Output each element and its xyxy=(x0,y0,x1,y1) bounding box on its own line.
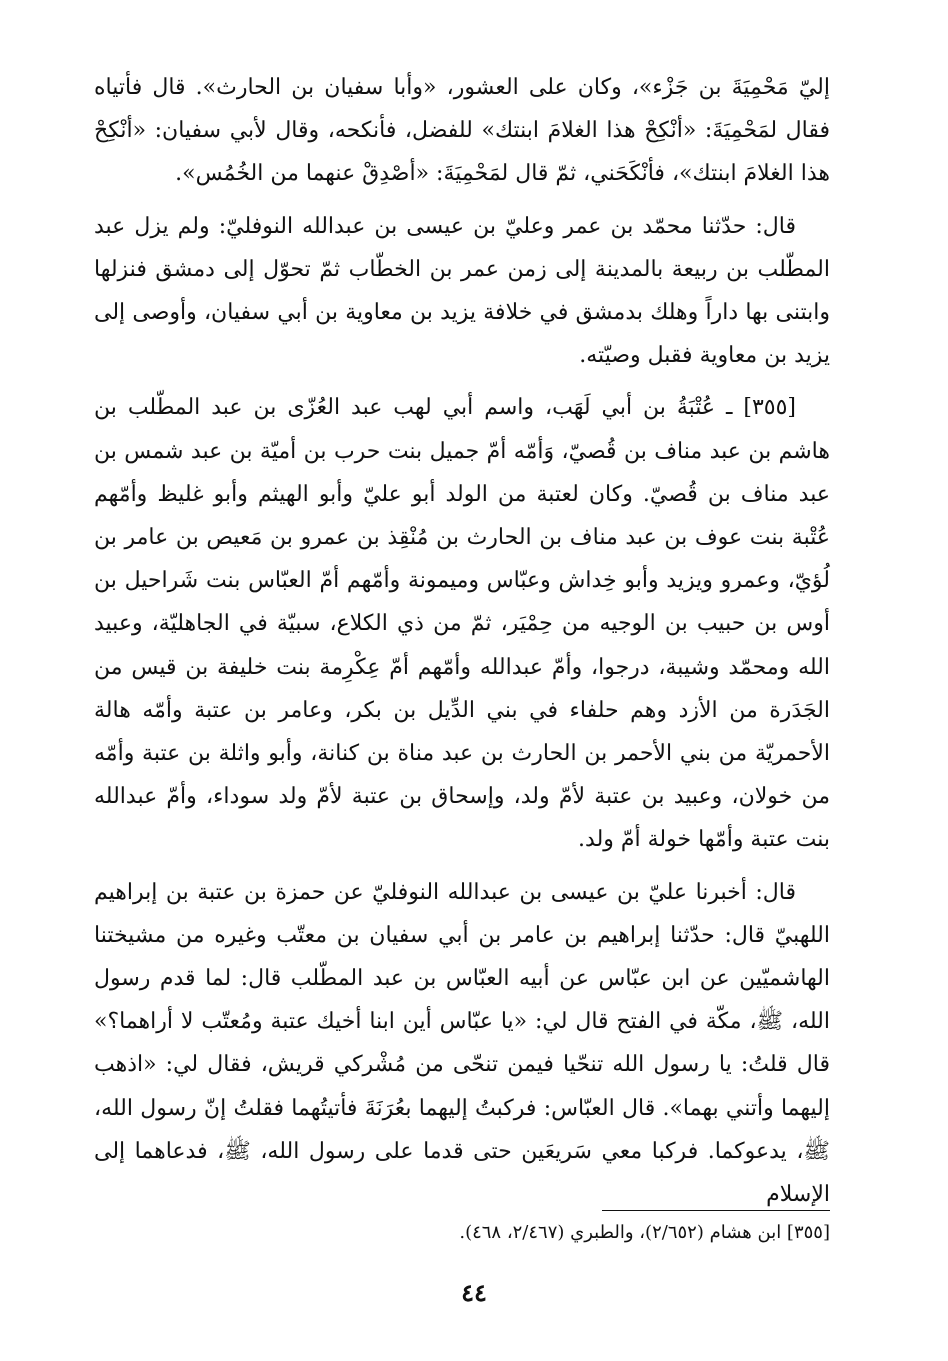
main-text xyxy=(94,66,830,1225)
page-number: ٤٤ xyxy=(461,1278,487,1307)
footnote-divider xyxy=(602,1210,830,1211)
paragraph-3-entry-355: [٣٥٥] ـ عُتْبَةُ بن أبي لَهَب، واسم أبي لهب عبد العُزّى بن عبد المطّلب بن هاشم بن عبد مناف بن قُصيّ، وَأمّه أمّ جميل بنت حرب بن أميّة بن عبد شمس بن عبد مناف بن قُصيّ. وكان لعتبة من الولد أبو عليّ وأبو الهيثم وأبو غليظ وأمّهم عُتْبة بنت عوف بن عبد مناف بن الحارث بن مُنْقِذ بن عمرو بن مَعيص بن عامر بن لُؤيّ، وعمرو ويزيد وأبو خِداش وعبّاس وميمونة وأمّهم أمّ العبّاس بنت شَراحيل بن أوس بن حبيب بن الوجيه من حِمْيَر، ثمّ من ذي الكلاع، سبيّة في الجاهليّة، وعبيد الله ومحمّد وشيبة، درجوا، وأمّ عبدالله وأمّهم أمّ عِكْرِمة بنت خليفة بن قيس من الجَدَرة من الأزد وهم حلفاء في بني الدِّيل بن بكر، وعامر بن عتبة وأمّه هالة الأحمريّة من بني الأحمر بن الحارث بن عبد مناة بن كنانة، وأبو واثلة بن عتبة وأمّه من خولان، وعبيد بن عتبة لأمّ ولد، وإسحاق بن عتبة لأمّ ولد سوداء، وأمّ عبدالله بنت عتبة وأمّها خولة أمّ ولد. xyxy=(94,395,830,853)
paragraph-1: إليّ مَحْمِيَةَ بن جَزْء»، وكان على العشور، «وأبا سفيان بن الحارث». قال فأتياه فقال لمَحْمِيَةَ: «أنْكِحْ هذا الغلامَ ابنتك» للفضل، فأنكحه، وقال لأبي سفيان: «أنْكِحْ هذا الغلامَ ابنتك»، فأنْكَحَني، ثمّ قال لمَحْمِيَةَ: «أصْدِقْ عنهما من الخُمُس». xyxy=(94,75,830,187)
footnote: [٣٥٥] ابن هشام (٢/٦٥٢)، والطبري (٢/٤٦٧، ٤٦٨). xyxy=(459,1222,830,1243)
paragraph-2: قال: حدّثنا محمّد بن عمر وعليّ بن عيسى بن عبدالله النوفليّ: ولم يزل عبد المطّلب بن ربيعة بالمدينة إلى زمن عمر بن الخطّاب ثمّ تحوّل إلى دمشق فنزلها وابتنى بها داراً وهلك بدمشق في خلافة يزيد بن معاوية بن أبي سفيان، وأوصى إلى يزيد بن معاوية فقبل وصيّته. xyxy=(94,213,830,369)
paragraph-4: قال: أخبرنا عليّ بن عيسى بن عبدالله النوفليّ عن حمزة بن عتبة بن إبراهيم اللهبيّ قال: حدّثنا إبراهيم بن عامر بن أبي سفيان بن معتّب وغيره من مشيختنا الهاشميّين عن ابن عبّاس عن أبيه العبّاس بن عبد المطّلب قال: لما قدم رسول الله، ﷺ، مكّة في الفتح قال لي: «يا عبّاس أين ابنا أخيك عتبة ومُعتّب لا أراهما؟» قال قلتُ: يا رسول الله تنحّيا فيمن تنحّى من مُشْركي قريش، فقال لي: «اذهب إليهما وأتني بهما». قال العبّاس: فركبتُ إليهما بعُرَنَةَ فأتيتُهما فقلتُ إنّ رسول الله، ﷺ، يدعوكما. فركبا معي سَريعَين حتى قدما على رسول الله، ﷺ، فدعاهما إلى الإسلام xyxy=(94,879,830,1208)
